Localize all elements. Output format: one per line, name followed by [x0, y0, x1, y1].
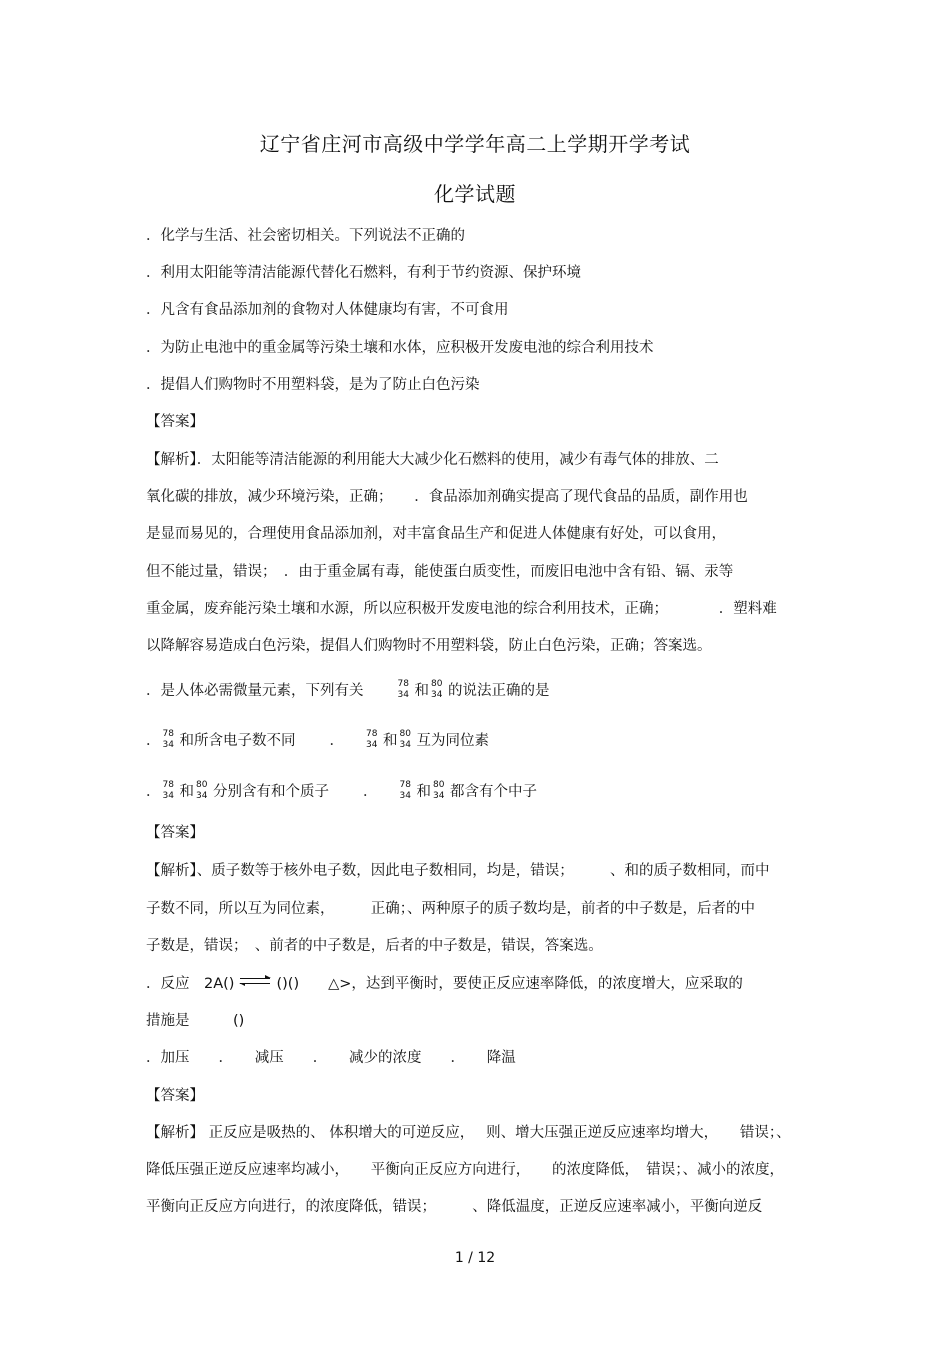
q1-option-d: ．提倡人们购物时不用塑料袋，是为了防止白色污染: [146, 377, 480, 393]
q1-analysis-line: 但不能过量，错误； ．由于重金属有毒，能使蛋白质变性，而废旧电池中含有铅、镉、汞等: [146, 564, 734, 580]
nuclide-se80: 80 34: [433, 780, 445, 801]
nuclide-se78: 78 34: [366, 729, 378, 750]
nuclide-se80: 80 34: [399, 729, 411, 750]
nuclide-se78: 78 34: [162, 780, 174, 801]
q2-options-row-1: ． 78 34 和所含电子数不同 ． 78 34 和 80 34 互为同位素: [146, 729, 489, 750]
q3-stem: ．反应 2A() ()() △>，达到平衡时，要使正反应速率降低，的浓度增大，应采取的: [146, 976, 743, 992]
q1-analysis-line: 重金属，废弃能污染土壤和水源，所以应积极开发废电池的综合利用技术，正确； ．塑料难: [146, 601, 777, 617]
nuclide-se78: 78 34: [397, 679, 409, 700]
q1-option-a: ．利用太阳能等清洁能源代替化石燃料，有利于节约资源、保护环境: [146, 265, 581, 281]
q2-option-d: 都含有个中子: [450, 784, 537, 800]
q2-option-c: 分别含有和个质子: [213, 784, 329, 800]
q2-analysis-line: 子数是，错误； 、前者的中子数是，后者的中子数是，错误，答案选。: [146, 938, 603, 954]
q2-analysis-line: 【解析】、质子数等于核外电子数，因此电子数相同，均是，错误； 、和的质子数相同，而中: [146, 863, 770, 879]
q1-answer-label: 【答案】: [146, 414, 204, 430]
nuclide-se80: 80 34: [196, 780, 208, 801]
q1-option-c: ．为防止电池中的重金属等污染土壤和水体，应积极开发废电池的综合利用技术: [146, 340, 654, 356]
equilibrium-arrow-icon: [240, 978, 270, 986]
q2-option-a: 和所含电子数不同: [179, 733, 296, 749]
q1-analysis-line: 以降解容易造成白色污染，提倡人们购物时不用塑料袋，防止白色污染，正确；答案选。: [146, 638, 712, 654]
q1-stem: ．化学与生活、社会密切相关。下列说法不正确的: [146, 228, 465, 244]
q3-analysis-line: 降低压强正逆反应速率均减小， 平衡向正反应方向进行， 的浓度降低， 错误；、减小的浓度，: [146, 1162, 784, 1178]
nuclide-se80: 80 34: [431, 679, 443, 700]
q2-answer-label: 【答案】: [146, 825, 204, 841]
q2-option-b: 互为同位素: [416, 733, 489, 749]
exam-subtitle: 化学试题: [434, 182, 516, 206]
q2-analysis-line: 子数不同，所以互为同位素， 正确；、两种原子的质子数均是，前者的中子数是，后者的中: [146, 901, 755, 917]
nuclide-se78: 78 34: [162, 729, 174, 750]
q3-answer-label: 【答案】: [146, 1088, 204, 1104]
exam-title: 辽宁省庄河市高级中学学年高二上学期开学考试: [259, 132, 691, 156]
page-number: 1 / 12: [454, 1250, 496, 1266]
q1-option-b: ．凡含有食品添加剂的食物对人体健康均有害，不可食用: [146, 302, 509, 318]
q1-analysis-line: 是显而易见的，合理使用食品添加剂，对丰富食品生产和促进人体健康有好处，可以食用，: [146, 526, 726, 542]
q1-analysis-line: 氧化碳的排放，减少环境污染，正确； ．食品添加剂确实提高了现代食品的品质，副作用也: [146, 489, 748, 505]
q3-analysis-line: 【解析】 正反应是吸热的、 体积增大的可逆反应， 则、增大压强正逆反应速率均增大， 错误；、: [146, 1125, 791, 1141]
q3-options: ．加压 ． 减压 ． 减少的浓度 ． 降温: [146, 1050, 516, 1066]
nuclide-se78: 78 34: [399, 780, 411, 801]
q1-analysis-line: 【解析】．太阳能等清洁能源的利用能大大减少化石燃料的使用，减少有毒气体的排放、二: [146, 452, 719, 468]
q2-stem: ．是人体必需微量元素，下列有关 78 34 和 80 34 的说法正确的是: [146, 679, 550, 700]
q2-options-row-2: ． 78 34 和 80 34 分别含有和个质子 ． 78 34 和 80 34 都含有个中子: [146, 780, 537, 801]
q3-stem-line-2: 措施是 (): [146, 1013, 245, 1029]
q2-stem-pre: ．是人体必需微量元素，下列有关: [146, 683, 364, 699]
q3-analysis-line: 平衡向正反应方向进行，的浓度降低，错误； 、降低温度，正逆反应速率减小，平衡向逆反: [146, 1199, 763, 1215]
